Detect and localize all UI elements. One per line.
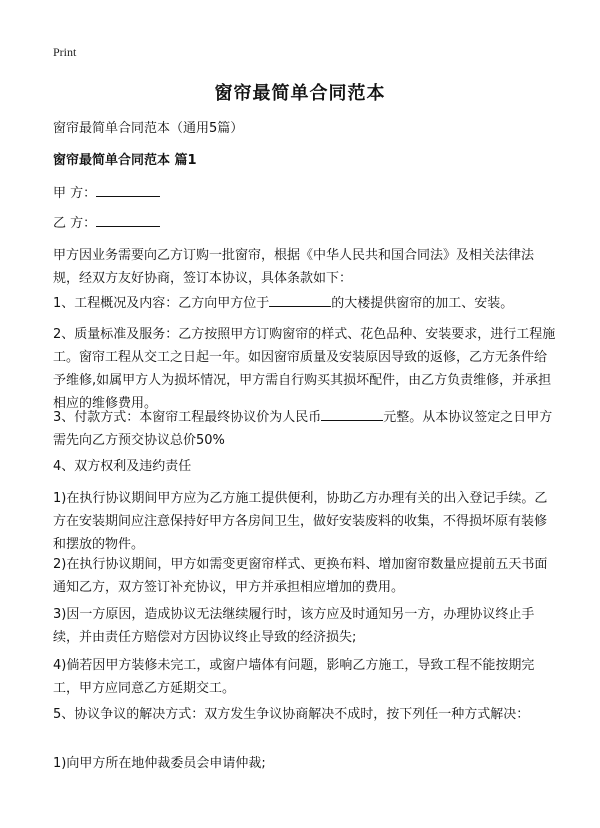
clause-1 xyxy=(53,292,558,315)
clause-4-item-3: 3)因一方原因，造成协议无法继续履行时，该方应及时通知另一方，办理协议终止手续，并由责任方赔偿对方因协议终止导致的经济损失; xyxy=(53,607,535,645)
clause-1-text-before: 1、工程概况及内容：乙方向甲方位于 xyxy=(53,296,270,311)
print-link[interactable]: Print xyxy=(53,45,77,59)
party-a-blank xyxy=(96,182,160,197)
section-heading: 窗帘最简单合同范本 篇1 xyxy=(53,153,197,168)
clause-4-item-2: 2)在执行协议期间，甲方如需变更窗帘样式、更换布料、增加窗帘数量应提前五天书面通知乙方，双方签订补充协议，甲方并承担相应增加的费用。 xyxy=(53,557,548,595)
document-subtitle: 窗帘最简单合同范本（通用5篇） xyxy=(53,121,244,136)
clause-3 xyxy=(53,406,558,452)
clause-1-blank xyxy=(269,292,331,307)
clause-4-heading: 4、双方权利及违约责任 xyxy=(53,459,192,474)
clause-1-text-after: 的大楼提供窗帘的加工、安装。 xyxy=(331,296,514,311)
party-b-line xyxy=(53,212,558,235)
clause-5-heading: 5、协议争议的解决方式：双方发生争议协商解决不成时，按下列任一种方式解决： xyxy=(53,707,530,722)
intro-paragraph: 甲方因业务需要向乙方订购一批窗帘，根据《中华人民共和国合同法》及相关法律法规，经双方友好协商，签订本协议，具体条款如下： xyxy=(53,248,535,286)
clause-3-blank xyxy=(321,406,383,421)
party-a-line xyxy=(53,182,558,205)
clause-4-item-4: 4)倘若因甲方装修未完工，或窗户墙体有问题，影响乙方施工，导致工程不能按期完工，甲方应同意乙方延期交工。 xyxy=(53,658,535,696)
clause-3-text-before: 3、付款方式：本窗帘工程最终协议价为人民币 xyxy=(53,410,322,425)
clause-4-item-1: 1)在执行协议期间甲方应为乙方施工提供便利，协助乙方办理有关的出入登记手续。乙方在安装期间应注意保持好甲方各房间卫生，做好安装废料的收集，不得损坏原有装修和摆放的物件。 xyxy=(53,491,548,552)
clause-3-text-after: 元整。从本协议签定之日甲方需先向乙方预交协议总价50% xyxy=(53,410,553,448)
party-a-label: 甲 方： xyxy=(53,186,97,201)
clause-2: 2、质量标准及服务：乙方按照甲方订购窗帘的样式、花色品种、安装要求，进行工程施工。窗帘工程从交工之日起一年。如因窗帘质量及安装原因导致的返修，乙方无条件给予维修,如属甲方人为损坏情况，甲方需自行购买其损坏配件，由乙方负责维修，并承担相应的维修费用。 xyxy=(53,327,556,411)
party-b-label: 乙 方： xyxy=(53,216,97,231)
clause-5-item-1: 1)向甲方所在地仲裁委员会申请仲裁; xyxy=(53,756,266,771)
document-title: 窗帘最简单合同范本 xyxy=(214,83,386,104)
party-b-blank xyxy=(96,212,160,227)
